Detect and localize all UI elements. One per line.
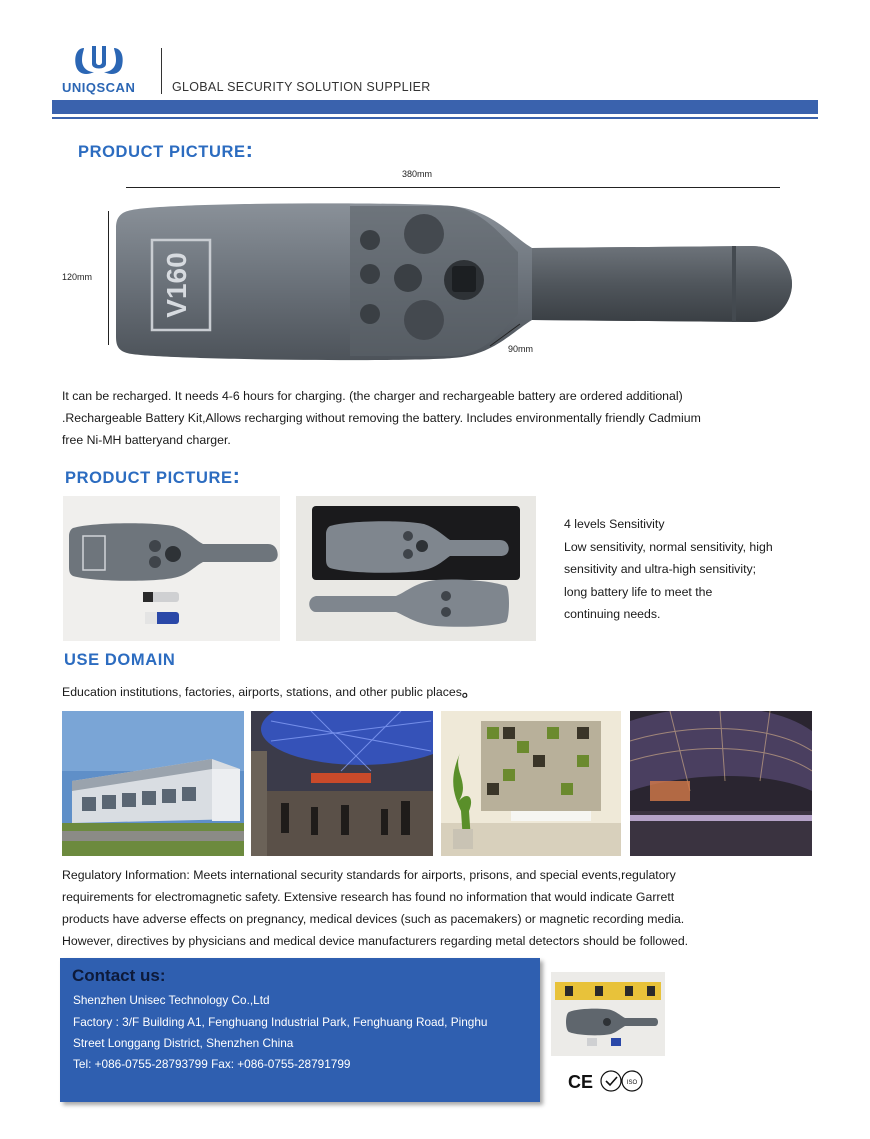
feature-line-2: Low sensitivity, normal sensitivity, high <box>564 539 773 554</box>
regulatory-line-1: Regulatory Information: Meets international security standards for airports, prisons, and special events,regulatory <box>62 868 676 882</box>
tagline: GLOBAL SECURITY SOLUTION SUPPLIER <box>172 80 431 94</box>
product-photo-in-case <box>296 496 536 641</box>
model-label-v160: V160 <box>161 252 192 318</box>
contact-factory-line-2: Street Longgang District, Shenzhen China <box>73 1036 294 1050</box>
header-bar <box>52 100 818 114</box>
photo-school-interior <box>441 711 621 856</box>
dimension-length: 380mm <box>402 169 433 179</box>
section-title-product-picture-2: PRODUCT PICTURE: <box>65 463 241 488</box>
feature-line-4: long battery life to meet the <box>564 584 713 599</box>
feature-line-5: continuing needs. <box>564 607 661 621</box>
photo-factory <box>62 711 244 856</box>
metal-detector-image <box>112 196 792 366</box>
regulatory-line-3: products have adverse effects on pregnancy, medical devices (such as pacemakers) or magnetic recording media. <box>62 912 685 926</box>
product-photo-with-batteries <box>63 496 280 641</box>
dimension-line-height <box>108 211 109 345</box>
contact-tel-fax: Tel: +086-0755-28793799 Fax: +086-0755-28791799 <box>73 1057 351 1071</box>
contact-company: Shenzhen Unisec Technology Co.,Ltd <box>73 993 270 1007</box>
description-line-1: It can be recharged. It needs 4-6 hours for charging. (the charger and rechargeable battery are ordered additional) <box>62 389 683 403</box>
product-photo-package <box>551 972 665 1056</box>
header-rule <box>52 117 818 119</box>
header-divider <box>161 48 162 94</box>
section-title-use-domain: USE DOMAIN <box>64 651 176 669</box>
use-domain-text: Education institutions, factories, airports, stations, and other public places。 <box>62 683 478 700</box>
ce-mark: CE <box>568 1072 594 1092</box>
dimension-handle: 90mm <box>508 344 534 354</box>
contact-title: Contact us: <box>72 966 166 985</box>
dimension-line-length <box>126 187 780 188</box>
regulatory-line-4: However, directives by physicians and medical device manufacturers regarding metal detectors should be followed. <box>62 934 689 948</box>
regulatory-line-2: requirements for electromagnetic safety. Extensive research has found no information that would indicate Garrett <box>62 890 675 904</box>
description-line-2: .Rechargeable Battery Kit,Allows recharging without removing the battery. Includes environmentally friendly Cadmium <box>62 411 701 425</box>
feature-line-1: 4 levels Sensitivity <box>564 517 665 531</box>
feature-line-3: sensitivity and ultra-high sensitivity; <box>564 562 757 576</box>
certification-marks-icon <box>566 1068 646 1096</box>
photo-station-hall <box>251 711 433 856</box>
contact-factory-line-1: Factory : 3/F Building A1, Fenghuang Industrial Park, Fenghuang Road, Pinghu <box>73 1015 488 1029</box>
photo-airport-terminal <box>630 711 812 856</box>
description-line-3: free Ni-MH batteryand charger. <box>62 433 231 447</box>
dimension-height: 120mm <box>62 272 93 282</box>
section-title-product-picture: PRODUCT PICTURE: <box>78 137 254 162</box>
iso-mark: ISO <box>626 1080 638 1086</box>
brand-name: UNIQSCAN <box>62 80 136 95</box>
handle-dimension-pointer <box>488 322 522 348</box>
